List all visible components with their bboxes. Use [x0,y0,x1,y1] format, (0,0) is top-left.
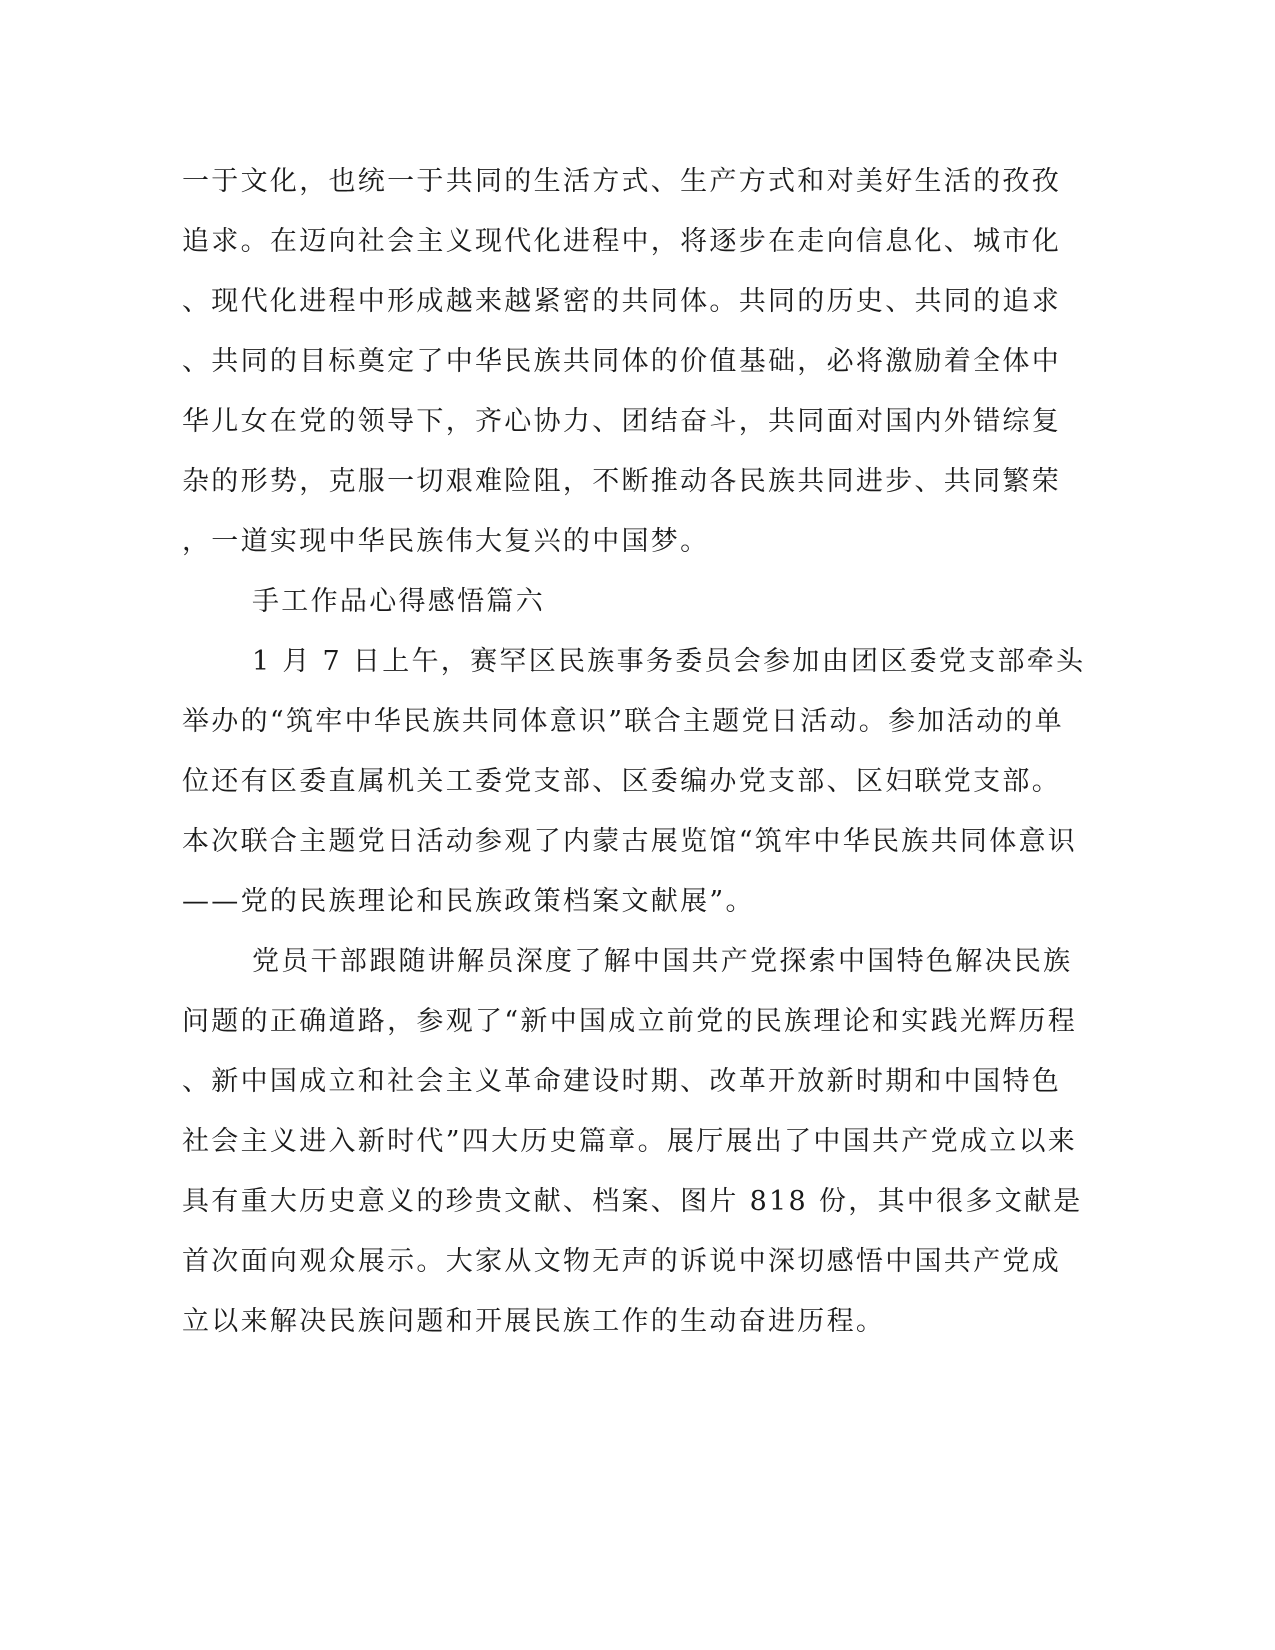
body-line: 位还有区委直属机关工委党支部、区委编办党支部、区妇联党支部。 [182,766,1061,797]
body-line: 举办的“筑牢中华民族共同体意识”联合主题党日活动。参加活动的单 [182,706,1064,737]
body-line: 一于文化，也统一于共同的生活方式、生产方式和对美好生活的孜孜 [182,166,1061,197]
paragraph-start-line: 党员干部跟随讲解员深度了解中国共产党探索中国特色解决民族 [252,946,1073,977]
body-line: 具有重大历史意义的珍贵文献、档案、图片 818 份，其中很多文献是 [182,1186,1083,1217]
body-line: ——党的民族理论和民族政策档案文献展”。 [182,886,755,917]
body-line: 问题的正确道路，参观了“新中国成立前党的民族理论和实践光辉历程 [182,1006,1078,1037]
body-line: 、现代化进程中形成越来越紧密的共同体。共同的历史、共同的追求 [182,286,1061,317]
body-line: 、新中国成立和社会主义革命建设时期、改革开放新时期和中国特色 [182,1066,1061,1097]
body-line: 本次联合主题党日活动参观了内蒙古展览馆“筑牢中华民族共同体意识 [182,826,1078,857]
body-line: 立以来解决民族问题和开展民族工作的生动奋进历程。 [182,1306,886,1337]
document-body [182,160,1086,1360]
body-line: ，一道实现中华民族伟大复兴的中国梦。 [182,526,710,557]
body-line: 华儿女在党的领导下，齐心协力、团结奋斗，共同面对国内外错综复 [182,406,1061,437]
section-heading: 手工作品心得感悟篇六 [252,586,545,617]
body-line: 杂的形势，克服一切艰难险阻，不断推动各民族共同进步、共同繁荣 [182,466,1061,497]
body-line: 社会主义进入新时代”四大历史篇章。展厅展出了中国共产党成立以来 [182,1126,1078,1157]
paragraph-start-line: 1 月 7 日上午，赛罕区民族事务委员会参加由团区委党支部牵头 [252,646,1086,677]
body-line: 、共同的目标奠定了中华民族共同体的价值基础，必将激励着全体中 [182,346,1061,377]
body-line: 首次面向观众展示。大家从文物无声的诉说中深切感悟中国共产党成 [182,1246,1061,1277]
body-line: 追求。在迈向社会主义现代化进程中，将逐步在走向信息化、城市化 [182,226,1061,257]
